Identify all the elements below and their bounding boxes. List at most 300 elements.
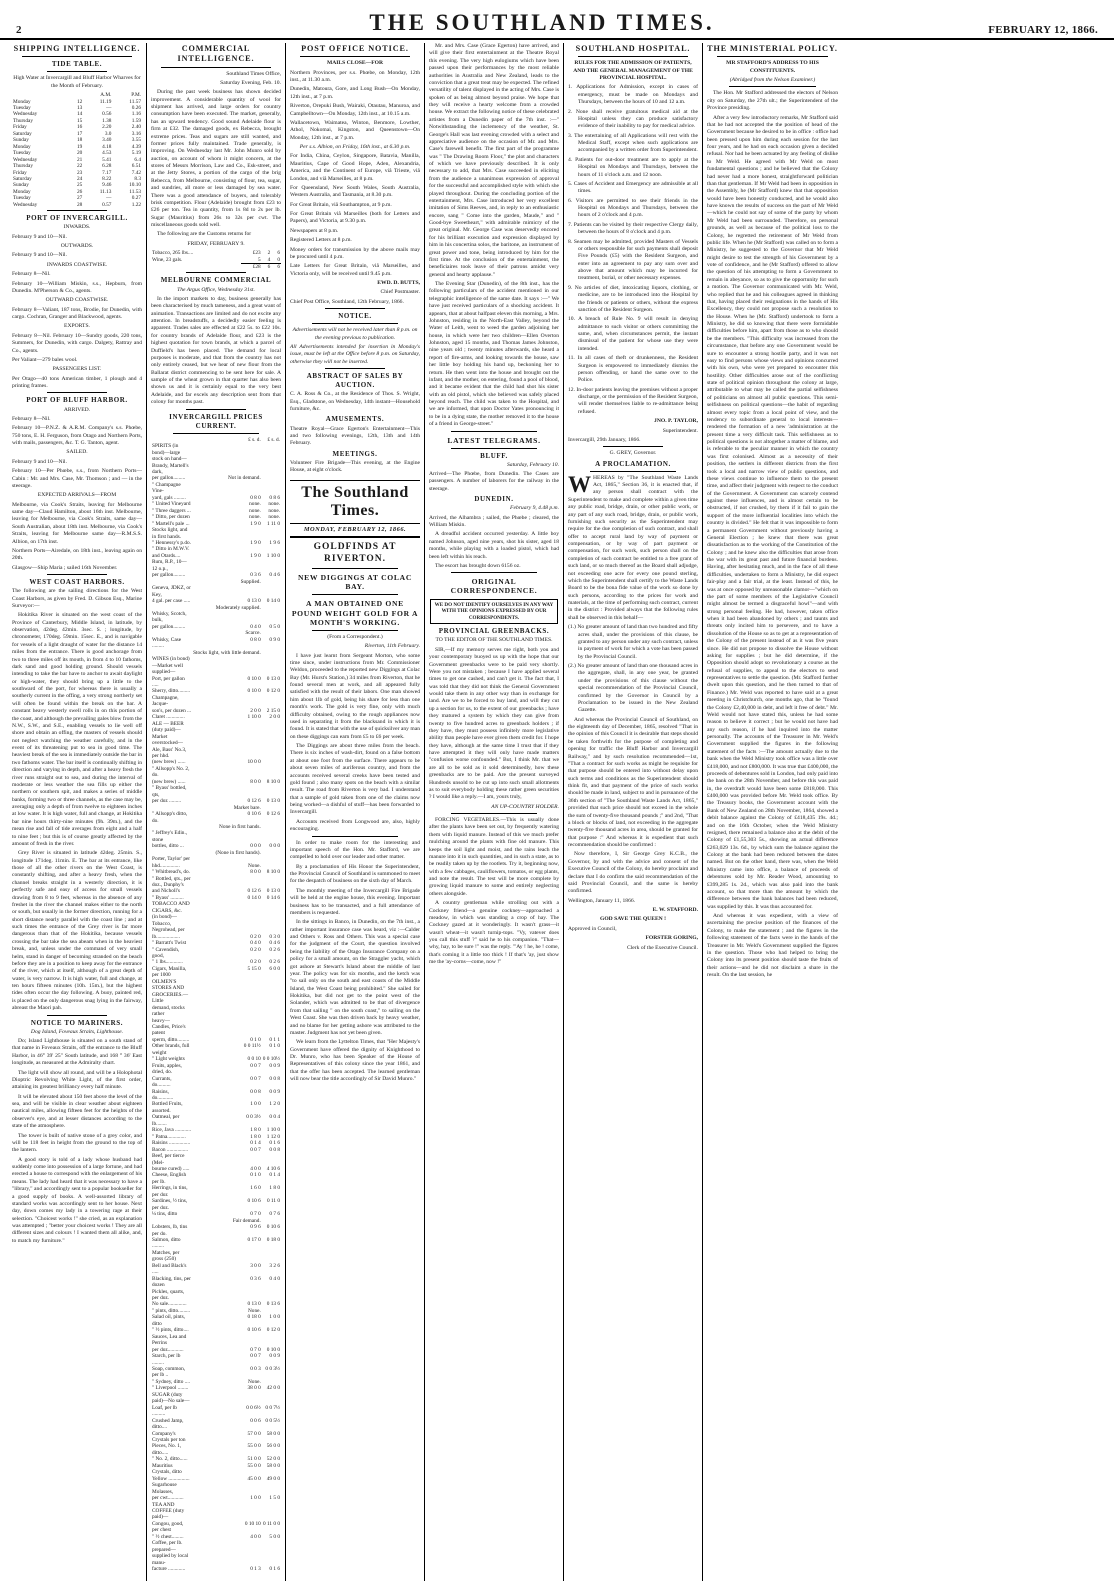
cell: " Allsopp's No. 2, do. (152, 765, 190, 779)
cell: " Ditto, per dozen (152, 514, 190, 521)
cell: GROCERIES.— Little (152, 991, 189, 1005)
table-row (151, 527, 281, 540)
proclamation-item-2: (2.) No greater amount of land than one thousand acres in the aggregate, shall, in any one year, be granted under the provisions of this clause without the special recommendation of the Provincial Council, confirmed by the Governor in Council by a Proclamation to be issued in the New Zealand Gazette. (568, 663, 698, 714)
cell: 0 0 7 (250, 1146, 261, 1153)
mails-p11: Money orders for transmission by the above mails may be procured until 4 p.m. (290, 246, 420, 260)
cell: 1.16 (131, 111, 141, 118)
table-row (151, 1089, 281, 1102)
meetings-p1: Volunteer Fire Brigade—This evening, at the Engine House, at eight o'clock. (290, 459, 420, 474)
west-coast-p3: Grey River is situated in latitude 42deg. 25min. S., longitude 171deg. 11min. E. The bar at its entrance, like those of all the other rivers on the West Coast, is constantly shifting, and after a heavy fresh, when the channel breaks straight in a westerly direction, it is perfectly safe and easy of access for small vessels drawing from 8 to 9 feet, whereas in the absence of any freshet in the river the channel makes either to the north or south, but usually in the former direction, running for a short distance nearly parallel with the coast line ; and at such times the entrance of the Grey river is far more dangerous than that of the Hokitika, because vessels crossing the bar take the sea abeam when in the heaviest break, and, unless under the command of very small helm, stand in danger of becoming stranded on the beach before they are in a position to keep away for the entrance of the river, which at itself, although of a great depth of water, is very narrow. It is high water, full and change, at ten hours fifteen minutes (10h. 15m.), but the highest tides often occur the day following. A buoy, painted red, is placed on the only dangerous snag lying in the fairway, abreast the Maori pah. (12, 850, 142, 1012)
cell: Wednesday (13, 156, 38, 163)
cell: 25 (77, 182, 83, 189)
cell: ALE — BEER (duty paid)—Market overstocked— (152, 720, 184, 747)
cell: 6 (277, 250, 280, 257)
cell: " Byass' bottled, qts, (152, 785, 187, 798)
cell: SPIRITS (in bond)—large stock on hand— (152, 443, 187, 463)
cell: 0 1 6 (269, 1566, 280, 1573)
post-office-notice-heading: POST OFFICE NOTICE. (301, 44, 409, 53)
shipping-intelligence-heading: SHIPPING INTELLIGENCE. (13, 44, 141, 53)
ministerial-policy-heading: THE MINISTERIAL POLICY. (707, 44, 838, 53)
bluff-telegram-heading: BLUFF. (480, 451, 508, 460)
cell: 0.57 (102, 201, 112, 208)
cell: Claret .............. (152, 714, 185, 721)
cell: Crushed Jamp, ditto.... (152, 1417, 184, 1431)
cell: Supplied. (240, 578, 261, 585)
cell: 3.16 (131, 130, 141, 137)
cell: 3.0 (104, 130, 112, 137)
cell: none. (268, 514, 280, 521)
table-row (151, 637, 281, 650)
table-row (151, 1502, 281, 1521)
greenbacks-letter-body: SIR,—If my memory serves me right, both you and your contemporary buoyed us up with the hope that our Government greenbacks were to be paid very shortly. Were you not mistaken ; because I have applied several times to get one cashed, and can't get it. The fact that, I was told that they did not think the General Government would take them in any other way than in exchange for land. Are we to be forced to buy land, and will they cut up a section for us, to the extent of our greenbacks ; have they matured a system by which they can give from twenty to five hundred acres to greenback holders ; if they have, they must possess infinitely more legislative ability than people have ever given them credit for. I hope they have, although at the same time I trust that if they have attempted it they will only have made matters "confusion worse confounded." But, I think Mr. that we are all to be sold as it sold determinedly, how these greenbacks are to be paid. Are the present surveyed Hundreds unsold to be cut up into such small allotments as to suit everybody holding these rather green securities ? I would like a reply.—I am, yours truly, (429, 646, 559, 801)
cell: (in bond)— (152, 914, 177, 921)
cell: 0 10 6 (247, 811, 261, 818)
table-row (151, 1005, 281, 1018)
cell: 0 0 7 (250, 1062, 261, 1069)
table-row (151, 1043, 281, 1056)
cell: 0 0 9 (269, 1353, 280, 1360)
mails-p9: Newspapers at 8 p.m. (290, 227, 339, 234)
cell: " Patna.............. (152, 1133, 186, 1140)
hospital-rule-item: 11. In all cases of theft or drunkenness, the Resident Surgeon is empowered to immediately dismiss the person offending, or hand the same over to the Police. (568, 355, 698, 384)
cell: 5.41 (102, 156, 112, 163)
cell: per gallon......... (152, 623, 186, 630)
cell: 0 1 3 (250, 1566, 261, 1573)
mariners-p4: The tower is built of native stone of a grey color, and will be 118 feet in height from the ground to the top of the lantern. (12, 1132, 142, 1154)
cell: Bacon ................ (152, 1146, 189, 1153)
mails-p4: Wallacetown, Waimatea, Winton, Benmore, Lowther, Athol, Nokomai, Kingston, and Queenstown—On Monday, 12th inst., at 7 p.m. (290, 119, 420, 141)
table-row (151, 1024, 281, 1037)
cell: 1 8 0 (250, 1133, 261, 1140)
cell: 45 0 0 (247, 1475, 261, 1482)
cell (192, 585, 262, 598)
table-row (151, 676, 281, 689)
cell: £23 (252, 250, 261, 257)
latest-telegrams-heading: LATEST TELEGRAMS. (447, 435, 541, 445)
cell: 55 0 0 (247, 1462, 261, 1469)
cell: " ½ pints, ditto.... (152, 1327, 189, 1334)
office-date: Saturday Evening, Feb. 10. (220, 79, 281, 86)
cell (262, 585, 281, 598)
hospital-rule-item: 3. The entertaining of all Applications will rest with the Medical Staff, except when such applications are accompanied by a written order from Superintendent. (568, 132, 698, 154)
mariners-p1: Do; Island Lighthouse is situated on a south stand of that name in Foveaux Straits, off the entrance to the Bluff Harbor, in 46° 39' 25" South latitude, and 168 ° 36' East longitude, as measured at the Admiralty chart. (12, 1038, 142, 1067)
cell: 0 1 0 (250, 1172, 261, 1179)
meetings-heading: MEETINGS. (332, 449, 378, 458)
mails-p2: Dunedin, Matoura, Gore, and Long Bush—On Monday, 12th inst., at 7 p.m. (290, 86, 420, 100)
cell: 0 13 0 (266, 675, 280, 682)
abstract-sales-heading: ABSTRACT OF SALES BY AUCTION. (306, 372, 404, 390)
cell: " No. 2, ditto...... (152, 1456, 188, 1463)
column-5 (564, 43, 703, 1581)
postmaster-title: Chief Postmaster. (380, 289, 420, 296)
cell: lb.................. (152, 933, 180, 940)
cell: 1 8 0 (250, 1127, 261, 1134)
cell: 0 0 6½ (246, 1404, 261, 1411)
table-row (151, 1566, 281, 1572)
cell: Stocks light, and in first hands. (152, 527, 188, 540)
cell: Monday (13, 143, 31, 150)
correspondence-disclaimer: WE DO NOT IDENTIFY OURSELVES IN ANY WAY WITH THE OPINIONS EXPRESSED BY OUR CORRESPONDENTS. (430, 599, 558, 625)
cell: none. (249, 514, 261, 521)
cell: 0 2 6 (269, 959, 280, 966)
cell: Monday (13, 188, 31, 195)
cell (192, 611, 262, 624)
mails-close-label: MAILS CLOSE—FOR (326, 60, 384, 67)
goldfinds-p1: I have just learnt from Sergeant Morton, who some time since, under instructions from Mr. Commissioner Weldon, proceeded to the reported new Diggings at Colac Bay (Mr. Hurst's Station,) 34 miles from Riverton, that he found several men at work, and all appeared fully satisfied with the result of their labors. One man showed him about 1lb of gold, being his share for less than one month's work. The gold is very fine, only with much difficulty obtained, owing to the rough appliances now used in separating it from the blacksand in which it is found. It is stated that with the use of quicksilver any man on these diggings can earn from £5 to £6 per week. (290, 652, 420, 740)
cell: 1 9 0 (250, 540, 261, 547)
cell: 20 (77, 150, 83, 157)
cell: 0 14 0 (266, 598, 280, 605)
dunedin-telegram-date: February 9, 4.48 p.m. (510, 505, 559, 512)
inline-masthead-title: The Southland Times. (290, 480, 420, 524)
table-row (151, 1250, 281, 1263)
hospital-signature-place: Invercargill, 29th January, 1866. (568, 436, 641, 443)
cell: " Ditto in M.W.V. (152, 546, 190, 553)
cell: Wednesday (13, 111, 38, 118)
cell: Fair demand. (232, 1217, 261, 1224)
cell: 1 9 0 (250, 520, 261, 527)
cell (192, 1482, 262, 1495)
cell: 0 4 6 (269, 940, 280, 947)
cell: 4 0 0 (250, 1165, 261, 1172)
cell: None. (247, 862, 261, 869)
cell: " Champagne Vine- (152, 481, 181, 495)
cell: 18 (77, 137, 83, 144)
outwards-entry: February 9 and 10—Nil. (12, 252, 67, 259)
cell: 3 0 0 (250, 1262, 261, 1269)
cell: 9.46 (102, 182, 112, 189)
commercial-intelligence-heading: COMMERCIAL INTELLIGENCE. (177, 44, 255, 64)
cell (192, 830, 262, 843)
bluff-arrived-label: ARRIVED. (63, 406, 91, 413)
cell: Cheese, English per lb. (152, 1172, 187, 1185)
cell: 8 0 0 (250, 869, 261, 876)
cell: 1 11 0 (266, 520, 280, 527)
cell (262, 443, 281, 462)
cell: sperm, ditto......... (152, 1036, 190, 1043)
clerk-name: FORSTER GORING, (645, 935, 698, 942)
grace-egerton-review: Mr. and Mrs. Case (Grace Egerton) have arrived, and will give their first entertainment at the Theatre Royal this evening. The very high eulogiums which have been passed upon their performances by the most reliable authorities in Australia and New Zealand, leads to the conviction that a great treat may be expected. The refined versatility of talent displayed in the acting of Mrs. Case is spoken of as being almost beyond praise. We hope that they will receive a hearty welcome from a crowded house. We extract the following notice of these celebrated artistes from a Dunedin paper of the 7th inst. :—" Notwithstanding the inclemency of the weather, St. George's Hall was last evening crowded with a select and appreciative audience on the occasion of Mr. and Mrs. Case's farewell benefit. The first part of the programme was " The Drawing Room Floor," the plot and characters of which we have previously described. It is only necessary to add, that Mrs. Case succeeded in eliciting from the audience a unanimous expression of approval for the successful and accomplished style with which she played throughout. During the concluding portion of the entertainment, Mrs. Case introduced her very excellent imitation of Sims Reeves, and, in reply to an enthusiastic encore, sang " Come into the garden, Maude," and " Good-bye Sweetheart," with admirable mimicry of the great original. Mr. George Case was deservedly encored for his brilliant execution and expression displayed by him in his concertina solos, the baritone, an instrument of great power and tone, being introduced by him for the first time. At the conclusion of the entertainment, the beneficiaires took leave of their patrons amidst very general and hearty applause." (429, 43, 559, 278)
cell: 0.27 (131, 195, 141, 202)
cell: 3.55 (131, 137, 141, 144)
cell: 15 (77, 117, 83, 124)
cell: facture ............. (152, 1566, 186, 1573)
cell: Beef, per tierce (Mel- (152, 1153, 185, 1166)
cell: 4 gal. per case ..... (152, 598, 191, 605)
cell: 0 9 0 (269, 636, 280, 643)
cell: Sunday (13, 182, 29, 189)
cell: 6.4 (134, 156, 141, 163)
table-row (151, 830, 281, 843)
cell: 0 11 0 0 (262, 1520, 280, 1527)
cell: Lobsters, lb, tins per do. (152, 1224, 188, 1237)
abridged-source-note: (Abridged from the Nelson Examiner.) (729, 77, 816, 83)
cell: 0 10 0 (247, 688, 261, 695)
cell: " United Vineyard (152, 501, 191, 508)
cell: Wine, 23 gals. (152, 256, 183, 263)
cell: 4 0 0 (250, 1533, 261, 1540)
cell: 1 2 0 (269, 1101, 280, 1108)
amusements-p1: Theatre Royal—Grace Egerton's Entertainment—This and two following evenings, 12th, 13th and 14th February. (290, 425, 420, 447)
cell: 1.22 (131, 201, 141, 208)
cell: 56 0 0 (266, 1443, 280, 1450)
cell: 11.19 (99, 98, 112, 105)
cell: 0 12 6 (247, 798, 261, 805)
table-row (151, 1101, 281, 1114)
outward-coastwise-label: OUTWARD COASTWISE. (45, 297, 109, 304)
cell: 0 18 0 (247, 1314, 261, 1321)
cell: Friday (13, 124, 27, 131)
from-correspondent-label: (From a Correspondent.) (327, 633, 383, 640)
cell (262, 1250, 281, 1263)
cell: 0 0 8 (269, 1075, 280, 1082)
cell: " 1 lbs............. (152, 959, 183, 966)
hospital-signature-title: Superintendent. (662, 427, 698, 434)
cell: 58 0 0 (266, 1462, 280, 1469)
cell: Tuesday (13, 150, 31, 157)
cell: 12 (77, 98, 83, 105)
cell: Rice, Java ............ (152, 1127, 191, 1134)
cell: WINES (in bond)—Market well supplied— (152, 656, 190, 676)
hospital-rule-item: 2. None shall receive gratuitous medical aid at the Hospital unless they can produce satisfactory evidence of their inability to pay for medical advice. (568, 108, 698, 130)
cell: 0 2 0 (250, 946, 261, 953)
cell: Cigars, Manilla, per 1000 (152, 965, 187, 979)
cell: 0.26 (131, 105, 141, 111)
cell: 19 (77, 143, 83, 150)
headline-one-pound-gold: A MAN OBTAINED ONE POUND WEIGHT GOLD FOR A MONTH'S WORKING. (291, 599, 419, 627)
cell: Stocks light, with little demand. (193, 649, 261, 656)
table-row (151, 979, 281, 992)
amusements-heading: AMUSEMENTS. (325, 415, 385, 424)
notice-heading: NOTICE. (338, 312, 372, 321)
cell: 22 (77, 163, 83, 170)
cell: 1 6 0 (250, 1185, 261, 1192)
stafford-address-subheading: MR STAFFORD'S ADDRESS TO HIS CONSTITUENTS. (726, 60, 819, 74)
inline-masthead-date: MONDAY, FEBRUARY 12, 1866. (290, 526, 420, 538)
table-row (151, 1482, 281, 1495)
cell: 0 5 0 (269, 623, 280, 630)
cell: 13 (77, 105, 83, 111)
table-row (151, 785, 281, 798)
cell: 3.40 (102, 137, 112, 144)
cell: Salmon, ditto ......... (152, 1236, 181, 1250)
cell: 0.56 (102, 111, 112, 118)
table-row (151, 1540, 281, 1553)
column-container (0, 40, 1114, 1585)
hospital-signature-name: JNO. P. TAYLOR, (654, 418, 698, 425)
insurance-case-note: In the sittings in Banco, in Dunedin, on the 7th inst., a rather important insurance case was heard, viz :—Calder and Others v. Ross and Others. This was a special case for the judgment of the Court, the question involved being the liability of the Otago Insurance Company on a policy for a small amount, on the Straggler yacht, which got ashore at Stewart's Island about the middle of last year. The policy was for six months, and the ketch was "to sail only on the south and east coasts of the Middle Island, the West Coast being prohibited." She sailed for Hokitika, but did not get to the point west of the Solander, which was admitted to be that of divergence from that sailing " on the south coast," to sailing on the West Coast. She was then driven back by heavy weather, and no blame for her getting ashore was attributed to the master. Judgment has not yet been given. (290, 919, 420, 1036)
table-row (151, 1405, 281, 1418)
cell: 0 0 10½ (262, 1056, 280, 1063)
cell (262, 979, 281, 992)
cell: 1.38 (102, 117, 112, 124)
cell: per gallon......... (152, 572, 186, 579)
cell: Pieces, No. 1, ditto..... (152, 1443, 182, 1456)
cell: 0 1 4 (269, 1172, 280, 1179)
cell: 1.59 (131, 117, 141, 124)
cell: 0 10 0 (247, 675, 261, 682)
cell: per doz............ (152, 1346, 184, 1353)
cell (192, 901, 262, 914)
fire-brigade-note: The monthly meeting of the Invercargill Fire Brigade will be held at the engine house, this evening. Important business has to be transacted, and a full attendance of members is requested. (290, 887, 420, 916)
cell: 6 0 0 (269, 965, 280, 972)
cell: 1 9 6 (269, 540, 280, 547)
cell (192, 1153, 262, 1166)
cell: 42 0 0 (266, 1385, 280, 1392)
cell (262, 721, 281, 747)
goldfinds-p3: Accounts received from Longwood are, also, highly encouraging. (290, 818, 420, 833)
table-row (151, 992, 281, 1005)
cell (192, 1553, 262, 1566)
cell: 5 15 0 (247, 965, 261, 972)
cell: Fruits, apples, dried, do. (152, 1062, 182, 1076)
cell (262, 785, 281, 798)
west-coast-harbors-heading: WEST COAST HARBORS. (29, 578, 125, 587)
cell: Currants, do.......... (152, 1075, 172, 1089)
cell (192, 1392, 262, 1405)
cell: Soap, common, per lb .. (152, 1366, 186, 1379)
cell: 0 7 6 (269, 1211, 280, 1218)
cell: heavy— (152, 1017, 170, 1024)
cell: Sherry, ditto......... (152, 688, 191, 695)
cell (192, 482, 262, 495)
cell: per gallon......... (152, 475, 186, 482)
cell (262, 1334, 281, 1347)
cell: Saturday (13, 130, 32, 137)
cell: none. (249, 501, 261, 508)
ministerial-p1: The Hon. Mr Stafford addressed the electors of Nelson city on Saturday, the 27th ult.; the Superintendent of the Province presiding. (707, 90, 838, 112)
mariners-p3: It will be elevated about 150 feet above the level of the sea, and will be visible in clear weather about eighteen nautical miles, allowing fifteen feet for the heights of the observer's eye, and at lesser distances according to the state of the atmosphere. (12, 1093, 142, 1130)
cell: 4 10 6 (266, 1165, 280, 1172)
cell: 4 (267, 256, 271, 263)
cell: 0 0 3½ (246, 1114, 261, 1121)
cell: Matches, per gross (250) (152, 1249, 180, 1263)
cell: 1 10 0 (266, 1127, 280, 1134)
hospital-rule-item: 9. No articles of diet, intoxicating liquors, clothing, or medicine, are to be introduced into the Hospital by the friends or patients or others, without the express sanction of the Resident Surgeon. (568, 284, 698, 313)
cell: 4.53 (102, 150, 112, 157)
cell: — (106, 105, 112, 111)
cell: 5 0 0 (269, 1533, 280, 1540)
cell: Moderately supplied. (215, 604, 261, 611)
dunedin-telegram-heading: DUNEDIN. (474, 495, 514, 504)
cell: 0 12 0 (266, 1327, 280, 1334)
tide-table (12, 92, 142, 208)
cell (192, 921, 262, 934)
cell: 10 0 0 (247, 759, 261, 766)
cell: per doz ......... (152, 798, 181, 805)
prices-current-heading: INVERCARGILL PRICES CURRENT. (169, 412, 263, 430)
table-row (151, 1521, 281, 1534)
inwards-entry: February 9 and 10—Nil. (12, 233, 67, 240)
table-row (151, 947, 281, 960)
table-row (151, 966, 281, 979)
proclamation-p3: Now therefore, I, Sir George Grey K.C.B., the Governor, by and with the advice and consent of the Executive Council of the Colony, do hereby proclaim and declare that I do confirm the said recommendation of the said Provincial Council, and the same is hereby confirmed. (568, 851, 698, 895)
god-save-the-queen: GOD SAVE THE QUEEN ! (599, 916, 666, 923)
table-row (151, 766, 281, 779)
cell: 11.53 (129, 188, 141, 195)
customs-note: The following are the Customs returns for (157, 231, 252, 238)
cell: 51 0 0 (247, 1456, 261, 1463)
cell: 0 0 9 (269, 1062, 280, 1069)
cell (192, 1540, 262, 1553)
cell: 5.19 (131, 150, 141, 157)
cell (262, 1482, 281, 1495)
cell: 0 0 8 (269, 1146, 280, 1153)
cell: Bell and Black's ..... (152, 1262, 187, 1276)
cell: 0 1 4 (250, 1140, 261, 1147)
cell: Rum, R.P., 10—12 o.p., (152, 559, 187, 572)
cell: £ s. d. (267, 436, 280, 443)
cell: 5 (257, 256, 261, 263)
cell (192, 1334, 262, 1347)
headline-new-diggings: NEW DIGGINGS AT COLAC BAY. (297, 573, 413, 592)
inwards-label: INWARDS. (63, 224, 91, 231)
cell: " Sydney, ditto .... (152, 1378, 191, 1385)
cell: 0 0 3½ (265, 1366, 280, 1373)
cell: Tobacco, Negrohead, per (152, 920, 185, 934)
cell: No sale.............. (152, 1301, 187, 1308)
cell: 1 5 0 (269, 1495, 280, 1502)
cell: Sardines, ½ tins, per doz. (152, 1198, 188, 1211)
table-row (151, 1334, 281, 1347)
cell (262, 830, 281, 843)
cell: 2 0 0 (250, 707, 261, 714)
cell: " Jeffrey's Edin., stone (152, 830, 188, 843)
cell: 0 3 6 (250, 1275, 261, 1282)
cell: " Cavendish, good, (152, 946, 180, 960)
argus-subhead: The Argus Office, Wednesday 31st. (177, 286, 255, 293)
cell: 24 (77, 175, 83, 182)
cell (192, 527, 262, 540)
cell: 6 (262, 264, 272, 271)
cell: 0 3 0 (269, 933, 280, 940)
cell (192, 656, 262, 675)
cell: Scarce. (245, 630, 261, 637)
cell: Starch, per lb ......... (152, 1353, 181, 1366)
cell: 0 0 7 (250, 1075, 261, 1082)
southland-hospital-heading: SOUTHLAND HOSPITAL. (575, 44, 691, 53)
cell: Pickles, quarts, per doz. (152, 1288, 185, 1302)
cell: Porter, Taylor' per (152, 856, 191, 863)
table-row (151, 921, 281, 934)
cell: Blacking, tins, per dozen (152, 1275, 191, 1289)
cell: Company's Crystals per ton (152, 1430, 186, 1443)
cell: 0 4 0 (250, 940, 261, 947)
hospital-rule-item: 12. In-door patients leaving the premises without a proper discharge, or the permission of the Resident Surgeon, will render themselves liable to re-admittance being refused. (568, 386, 698, 415)
cell: 1 0 0 (269, 1314, 280, 1321)
cell (262, 695, 281, 708)
port-invercargill-heading: PORT OF INVERCARGILL. (26, 214, 128, 223)
table-row (151, 901, 281, 914)
mails-p12: Late Letters for Great Britain, viâ Marseilles, and Victoria only, will be received until 9.45 p.m. (290, 263, 420, 277)
cell (262, 656, 281, 675)
greenbacks-letter-signature: AN UP-COUNTRY HOLDER. (491, 803, 559, 810)
table-row (151, 1353, 281, 1366)
exports-entry: February 8—Nil. February 10—Sundry goods, 220 tons, Summers, for Dunedin, with cargo. Dalgety, Rattray and Co., agents. (12, 332, 142, 354)
cell: Whisky, Case ......... (152, 636, 182, 650)
paper-title: THE SOUTHLAND TIMES. (369, 10, 715, 35)
hospital-rule-item: 1. Applications for Admission, except in cases of emergency, must be made on Mondays and Thursdays, between the hours of 10 and 12 a.m. (568, 84, 698, 106)
cell: 0 8 6 (269, 494, 280, 501)
cell: 0 17 0 (247, 1236, 261, 1243)
table-row (151, 695, 281, 708)
cell: 0 7 0 (250, 1211, 261, 1218)
commercial-p1: During the past week business has shown decided improvement. A considerable quantity of wool for shipment has arrived, and large orders for country consumption have been executed. The market, generally, has an upward tendency. Good sound Adelaide flour is firm at £32. The damaged goods, ex Rebecca, brought extreme prices. Teas and sugars are still wanted, and former prices fully maintained. Trade generally, is improving. On Wednesday last Mr. John Munro sold by auction, on account of whom it might concern, at the stores of Messrs Morrison, Law and Co., Esk-street, and at the Jetty Stores, a portion of the cargo of the brig Rebecca, from Melbourne, consisting of flour, tea, sugar, and sundries, all more or less damaged by sea water. There was a good attendance of buyers, and tolerably brisk competition. Flour (Adelaide) brought from £23 to £26 per ton. Tea in quantity, from 1s 8d to 2s per lb. Sugar (Mauritius) from 26s to 32s per cwt. The miscellaneous goods sold well. (151, 89, 281, 228)
cell: Tuesday (13, 195, 31, 202)
cell: 0 13 6 (266, 1301, 280, 1308)
provincial-greenbacks-heading: PROVINCIAL GREENBACKS. (438, 627, 550, 636)
mails-p8: For Great Britain viâ Marseilles (both for Letters and Papers), and Victoria, at 9.30 p.m. (290, 211, 420, 225)
